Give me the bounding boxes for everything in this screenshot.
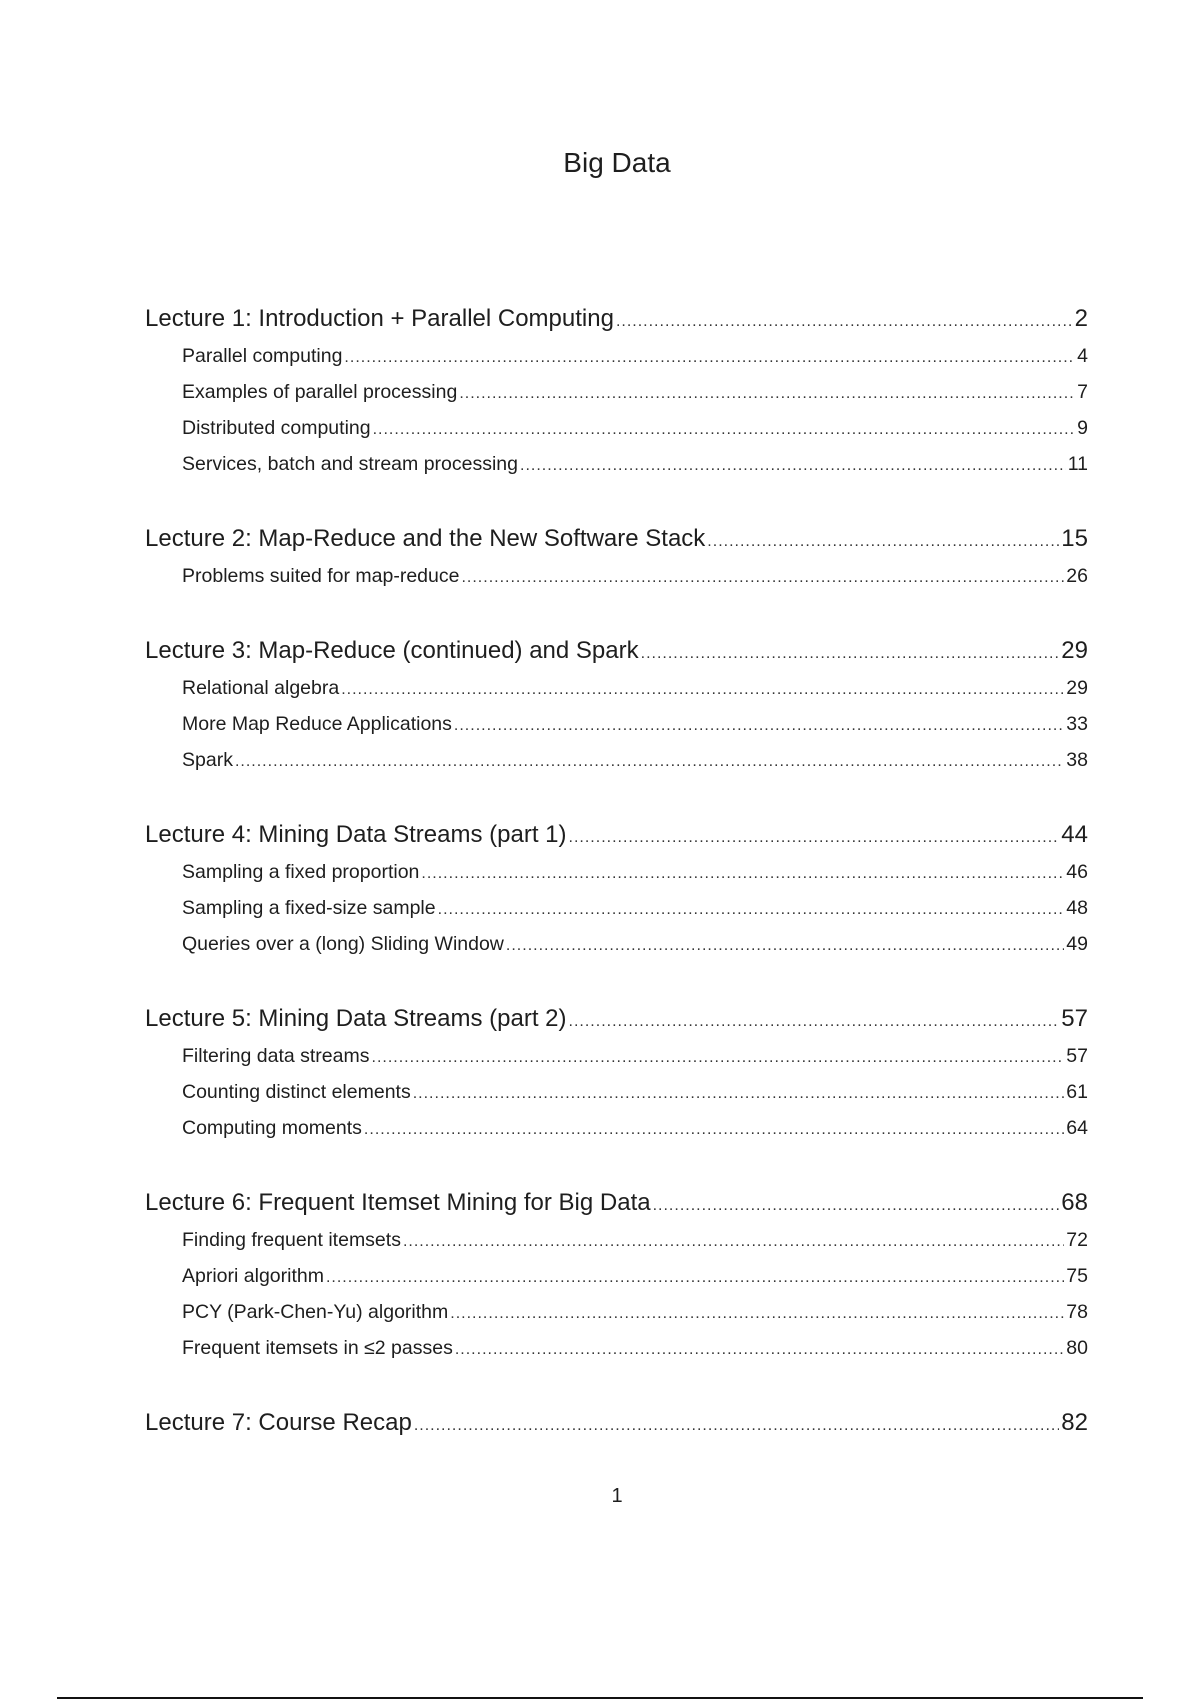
toc-entry-page: 26 xyxy=(1066,565,1088,587)
toc-entry-page: 49 xyxy=(1066,933,1088,955)
toc-entry-page: 15 xyxy=(1061,525,1088,552)
toc-entry-lecture-5[interactable] xyxy=(145,1000,1088,1038)
toc-entry-label: Relational algebra xyxy=(182,677,340,699)
dot-leader xyxy=(641,635,1060,670)
toc-entry[interactable] xyxy=(145,374,1088,410)
dot-leader xyxy=(569,819,1060,854)
toc-entry[interactable] xyxy=(145,1222,1088,1258)
toc-entry-lecture-7[interactable] xyxy=(145,1404,1088,1442)
toc-entry-page: 9 xyxy=(1077,417,1088,439)
toc-entry-label: Sampling a fixed-size sample xyxy=(182,897,436,919)
toc-entry-label: Lecture 1: Introduction + Parallel Computing xyxy=(145,305,614,332)
toc-entry-label: Lecture 6: Frequent Itemset Mining for Big Data xyxy=(145,1189,651,1216)
dot-leader xyxy=(341,672,1064,706)
dot-leader xyxy=(454,708,1064,742)
toc-entry-lecture-1[interactable] xyxy=(145,300,1088,338)
toc-entry-label: Lecture 5: Mining Data Streams (part 2) xyxy=(145,1005,567,1032)
toc-entry-page: 80 xyxy=(1066,1337,1088,1359)
toc-entry-page: 11 xyxy=(1067,453,1088,475)
toc-entry-lecture-3[interactable] xyxy=(145,632,1088,670)
toc-entry-label: Spark xyxy=(182,749,233,771)
toc-section-lecture-1 xyxy=(145,300,1088,482)
toc-section-lecture-7 xyxy=(145,1404,1088,1442)
toc-entry-page: 46 xyxy=(1066,861,1088,883)
dot-leader xyxy=(450,1296,1064,1330)
toc-entry[interactable] xyxy=(145,558,1088,594)
toc-entry-label: Filtering data streams xyxy=(182,1045,370,1067)
toc-entry[interactable] xyxy=(145,338,1088,374)
toc-entry-label: Lecture 3: Map-Reduce (continued) and Spark xyxy=(145,637,639,664)
toc-section-lecture-2 xyxy=(145,520,1088,594)
toc-entry[interactable] xyxy=(145,1294,1088,1330)
dot-leader xyxy=(372,1040,1065,1074)
dot-leader xyxy=(506,928,1064,962)
page-number: 1 xyxy=(611,1485,623,1507)
dot-leader xyxy=(364,1112,1064,1146)
toc-entry[interactable] xyxy=(145,670,1088,706)
toc-entry-page: 44 xyxy=(1061,821,1088,848)
toc-entry[interactable] xyxy=(145,706,1088,742)
toc-entry-label: PCY (Park-Chen-Yu) algorithm xyxy=(182,1301,449,1323)
toc-entry[interactable] xyxy=(145,1038,1088,1074)
toc-entry[interactable] xyxy=(145,1330,1088,1366)
toc-entry-label: Queries over a (long) Sliding Window xyxy=(182,933,504,955)
toc-entry[interactable] xyxy=(145,410,1088,446)
dot-leader xyxy=(403,1224,1064,1258)
toc-entry-page: 68 xyxy=(1061,1189,1088,1216)
dot-leader xyxy=(653,1187,1060,1222)
toc-entry-label: Lecture 7: Course Recap xyxy=(145,1409,412,1436)
toc-entry-label: Frequent itemsets in ≤2 passes xyxy=(182,1337,453,1359)
dot-leader xyxy=(438,892,1065,926)
toc-entry-page: 75 xyxy=(1066,1265,1088,1287)
toc-section-lecture-5 xyxy=(145,1000,1088,1146)
toc-entry-page: 72 xyxy=(1066,1229,1088,1251)
toc-entry-label: Lecture 2: Map-Reduce and the New Software Stack xyxy=(145,525,706,552)
toc-entry-page: 33 xyxy=(1066,713,1088,735)
toc-entry-page: 57 xyxy=(1061,1005,1088,1032)
dot-leader xyxy=(326,1260,1064,1294)
toc-entry-page: 29 xyxy=(1061,637,1088,664)
toc-entry-page: 64 xyxy=(1066,1117,1088,1139)
toc-entry-page: 48 xyxy=(1066,897,1088,919)
toc-section-lecture-4 xyxy=(145,816,1088,962)
toc-entry-page: 7 xyxy=(1077,381,1088,403)
dot-leader xyxy=(235,744,1064,778)
toc-entry-label: Counting distinct elements xyxy=(182,1081,411,1103)
toc-section-lecture-3 xyxy=(145,632,1088,778)
toc-entry-page: 4 xyxy=(1077,345,1088,367)
toc-entry[interactable] xyxy=(145,446,1088,482)
toc-entry[interactable] xyxy=(145,926,1088,962)
toc-entry-label: Sampling a fixed proportion xyxy=(182,861,420,883)
toc-entry-lecture-6[interactable] xyxy=(145,1184,1088,1222)
toc-entry-lecture-2[interactable] xyxy=(145,520,1088,558)
toc-entry-lecture-4[interactable] xyxy=(145,816,1088,854)
dot-leader xyxy=(520,448,1066,482)
toc-entry-label: Services, batch and stream processing xyxy=(182,453,518,475)
toc-entry-label: Distributed computing xyxy=(182,417,371,439)
toc-entry-page: 2 xyxy=(1074,305,1088,332)
document-title: Big Data xyxy=(563,147,671,178)
toc-entry[interactable] xyxy=(145,1074,1088,1110)
toc-entry-page: 57 xyxy=(1066,1045,1088,1067)
toc-entry-label: Computing moments xyxy=(182,1117,362,1139)
toc-entry-page: 82 xyxy=(1061,1409,1088,1436)
table-of-contents xyxy=(145,300,1088,1442)
toc-section-lecture-6 xyxy=(145,1184,1088,1366)
dot-leader xyxy=(459,376,1075,410)
toc-entry[interactable] xyxy=(145,1258,1088,1294)
toc-entry[interactable] xyxy=(145,1110,1088,1146)
dot-leader xyxy=(455,1332,1064,1366)
toc-entry-label: Lecture 4: Mining Data Streams (part 1) xyxy=(145,821,567,848)
toc-entry-label: More Map Reduce Applications xyxy=(182,713,452,735)
dot-leader xyxy=(414,1407,1059,1442)
dot-leader xyxy=(569,1003,1060,1038)
toc-entry-label: Examples of parallel processing xyxy=(182,381,458,403)
dot-leader xyxy=(344,340,1075,374)
toc-entry[interactable] xyxy=(145,854,1088,890)
toc-entry-label: Apriori algorithm xyxy=(182,1265,324,1287)
toc-entry-page: 38 xyxy=(1066,749,1088,771)
dot-leader xyxy=(616,303,1073,338)
toc-entry-label: Parallel computing xyxy=(182,345,343,367)
footer-divider xyxy=(57,1697,1143,1699)
toc-entry-page: 61 xyxy=(1066,1081,1088,1103)
dot-leader xyxy=(421,856,1064,890)
dot-leader xyxy=(373,412,1076,446)
toc-entry[interactable] xyxy=(145,742,1088,778)
toc-entry-label: Finding frequent itemsets xyxy=(182,1229,401,1251)
dot-leader xyxy=(413,1076,1065,1110)
toc-entry-page: 78 xyxy=(1066,1301,1088,1323)
toc-entry[interactable] xyxy=(145,890,1088,926)
toc-entry-label: Problems suited for map-reduce xyxy=(182,565,460,587)
toc-entry-page: 29 xyxy=(1066,677,1088,699)
dot-leader xyxy=(461,560,1064,594)
dot-leader xyxy=(707,523,1059,558)
